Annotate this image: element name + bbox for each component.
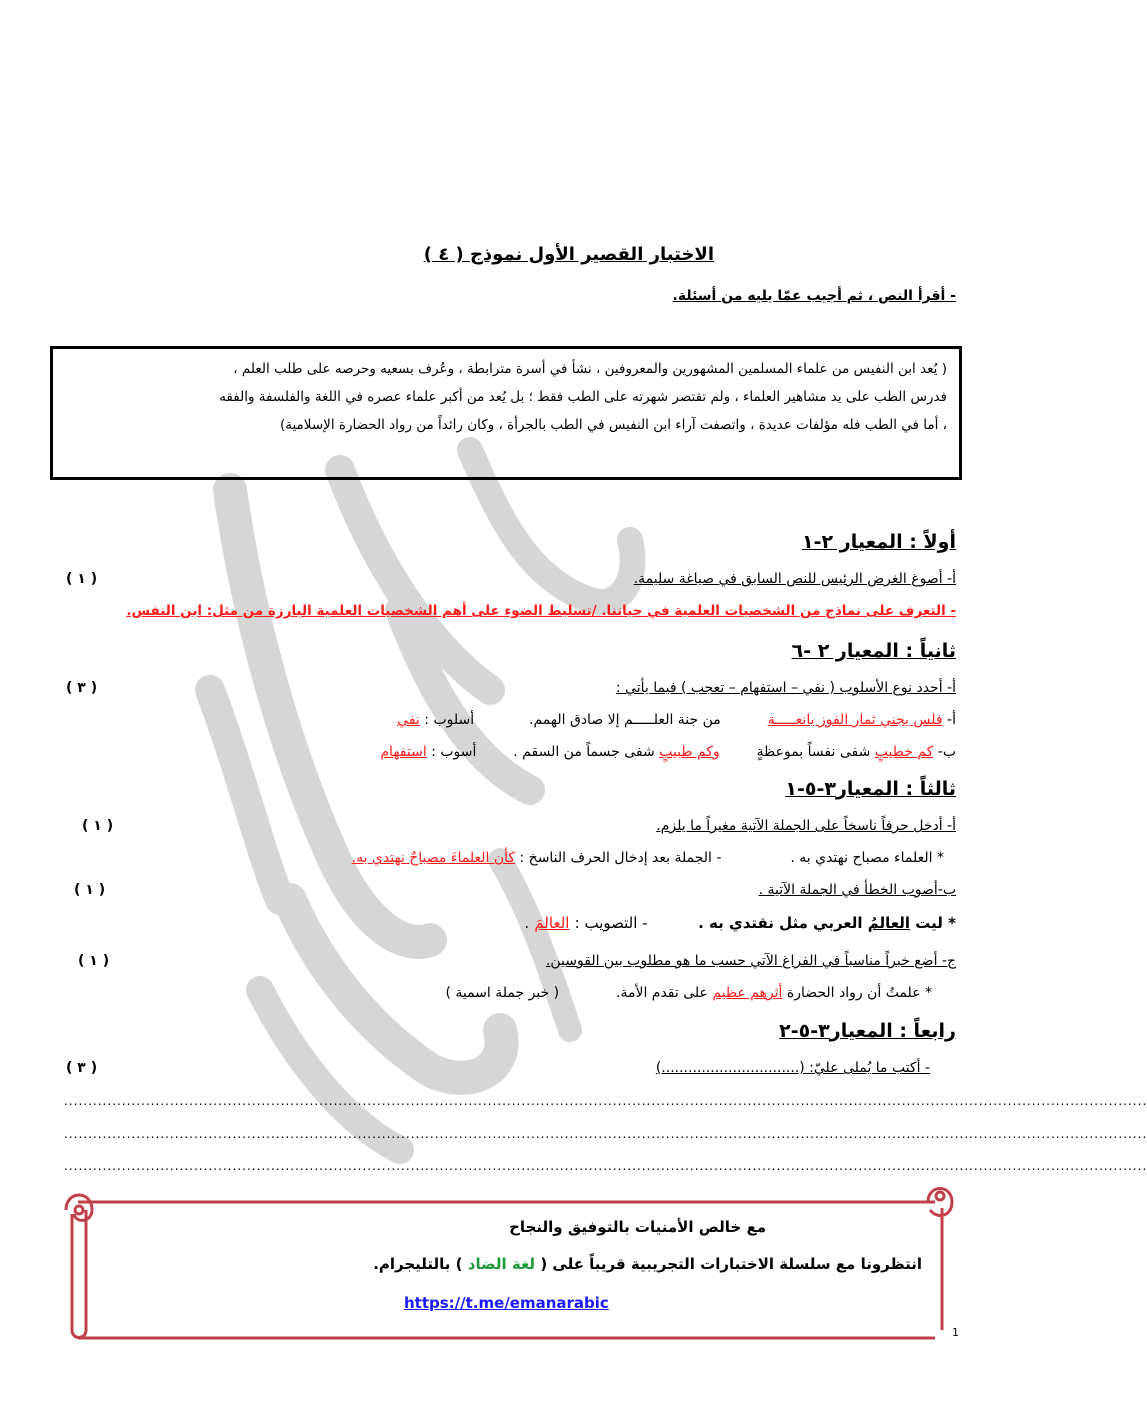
- section-4-heading: رابعاً : المعيار٣-٥-٢: [779, 1020, 956, 1042]
- section-3-b-sentence-word: العالمُ: [867, 914, 911, 932]
- footer-announcement: [373, 1255, 922, 1273]
- item-1-style-answer: نفي: [397, 712, 420, 728]
- section-3-heading: ثالثاً : المعيار٣-٥-١: [785, 778, 956, 800]
- section-3-c-row: [445, 985, 932, 1001]
- section-4-question: - أكتب ما يُملى عليّ: (...............................): [655, 1060, 930, 1076]
- item-1-verse-highlight: فلس يجني ثمار الفوز يانعـــــة: [767, 712, 943, 728]
- item-2-highlight-2: وكم طبيبٍ: [659, 744, 720, 760]
- footer-announcement-pre: انتظرونا مع سلسلة الاختبارات التجريبية قريباً على (: [540, 1255, 922, 1273]
- telegram-link[interactable]: https://t.me/emanarabic: [404, 1294, 609, 1312]
- passage-line-1: ( يُعد ابن النفيس من علماء المسلمين المشهورين والمعروفين ، نشأ في أسرة مترابطة ، وعُرف بسعيه وحرصه على طلب العلم ،: [233, 361, 947, 377]
- section-3-score-a: ( ١ ): [82, 818, 114, 834]
- section-3-question-b: ب-أصوب الخطأ في الجملة الآتية .: [758, 882, 956, 898]
- section-3-score-b: ( ١ ): [74, 882, 106, 898]
- footer-channel-name: لغة الضاد: [467, 1255, 536, 1273]
- passage-box: [50, 346, 962, 480]
- passage-line-2: فدرس الطب على يد مشاهير العلماء ، ولم تقتصر شهرته على الطب فقط ؛ بل يُعد من أكبر علماء عصره في اللغة والفلسفة والفقه: [219, 389, 947, 405]
- section-3-c-answer: أثرهم عظيم: [712, 985, 783, 1001]
- section-3-c-sentence-pre: * علمتُ أن رواد الحضارة: [786, 985, 932, 1001]
- item-1-prefix: أ-: [947, 712, 956, 728]
- dictation-line-2[interactable]: .................................................................................................................................................................................................................................: [64, 1127, 1147, 1141]
- footer-wishes: مع خالص الأمنيات بالتوفيق والنجاح: [509, 1218, 766, 1236]
- section-1-question-a: أ- أصوغ الغرض الرئيس للنص السابق في صياغة سليمة.: [633, 571, 956, 587]
- section-1-score: ( ١ ): [66, 571, 98, 587]
- section-3-sentence: * العلماء مصباح نهتدي به .: [790, 850, 944, 866]
- item-2-mid-2: شفى جسماً من السقم .: [513, 744, 655, 760]
- section-3-after-answer: كأن العلماءَ مصباحٌ نهتدي به.: [351, 850, 516, 866]
- section-3-b-row: * ليت العالمُ العربي مثل نقتدي به . - التصويب : العالمَ .: [524, 914, 956, 932]
- item-2-prefix: ب-: [937, 744, 956, 760]
- section-3-b-sentence-pre: * ليت: [915, 914, 956, 932]
- section-2-score: ( ٣ ): [66, 680, 98, 696]
- section-3-question-c: ج- أضع خبراً مناسباً في الفراغ الآتي حسب ما هو مطلوب بين القوسين.: [545, 953, 956, 969]
- item-2-highlight-1: كم خطيبٍ: [874, 744, 934, 760]
- footer-announcement-post: ) بالتليجرام.: [373, 1255, 463, 1273]
- watermark-calligraphy: [170, 430, 670, 1170]
- section-3-correction-answer: العالمَ: [534, 914, 570, 932]
- page-title: الاختبار القصير الأول نموذج ( ٤ ): [423, 244, 714, 265]
- section-1-heading: أولاً : المعيار ٢-١: [802, 531, 956, 553]
- section-1-answer: - التعرف على نماذج من الشخصيات العلمية في حياتنا. /تسليط الضوء على أهم الشخصيات العلمية البارزة من مثل: ابن النفس.: [126, 603, 956, 619]
- section-4-score: ( ٣ ): [66, 1060, 98, 1076]
- passage-line-3: ، أما في الطب فله مؤلفات عديدة ، واتصفت آراء ابن النفيس في الطب بالجرأة ، وكان رائداً من رواد الحضارة الإسلامية): [279, 417, 947, 433]
- section-3-correction-label: - التصويب :: [574, 914, 648, 932]
- section-3-score-c: ( ١ ): [78, 953, 110, 969]
- page-number: 1: [952, 1326, 959, 1339]
- dictation-line-3[interactable]: .................................................................................................................................................................................................................................: [64, 1159, 1147, 1173]
- item-1-style-label: أسلوب :: [424, 712, 475, 728]
- item-1-verse-rest: من جنة العلـــــم إلا صادق الهمم.: [529, 712, 721, 728]
- dictation-line-1[interactable]: .................................................................................................................................................................................................................................: [64, 1094, 1147, 1108]
- section-3-question-a: أ- أدخل حرفاً ناسخاً على الجملة الآتية مغيراً ما يلزم.: [656, 818, 956, 834]
- item-2-style-label: أسوب :: [431, 744, 477, 760]
- section-3-sentence-row: [352, 850, 944, 866]
- item-2-mid-1: شفى نفساً بموعظةٍ: [756, 744, 871, 760]
- section-3-c-hint: ( خبر جملة اسمية ): [445, 985, 560, 1001]
- section-3-b-sentence-post: العربي مثل نقتدي به .: [698, 914, 863, 932]
- item-2-style-answer: استفهام: [380, 744, 427, 760]
- instruction-text: - أقرأ النص ، ثم أجيب عمّا يليه من أسئلة.: [672, 288, 956, 304]
- section-3-c-sentence-post: على تقدم الأمة.: [616, 985, 708, 1001]
- section-2-question-a: أ- أحدد نوع الأسلوب ( نفي – استفهام – تعجب ) فيما يأتي :: [615, 680, 956, 696]
- section-2-heading: ثانياً : المعيار ٢ -٦: [791, 640, 956, 662]
- section-2-item-2: [380, 744, 956, 760]
- section-3-after-label: - الجملة بعد إدخال الحرف الناسخ :: [519, 850, 722, 866]
- section-2-item-1: [397, 712, 956, 728]
